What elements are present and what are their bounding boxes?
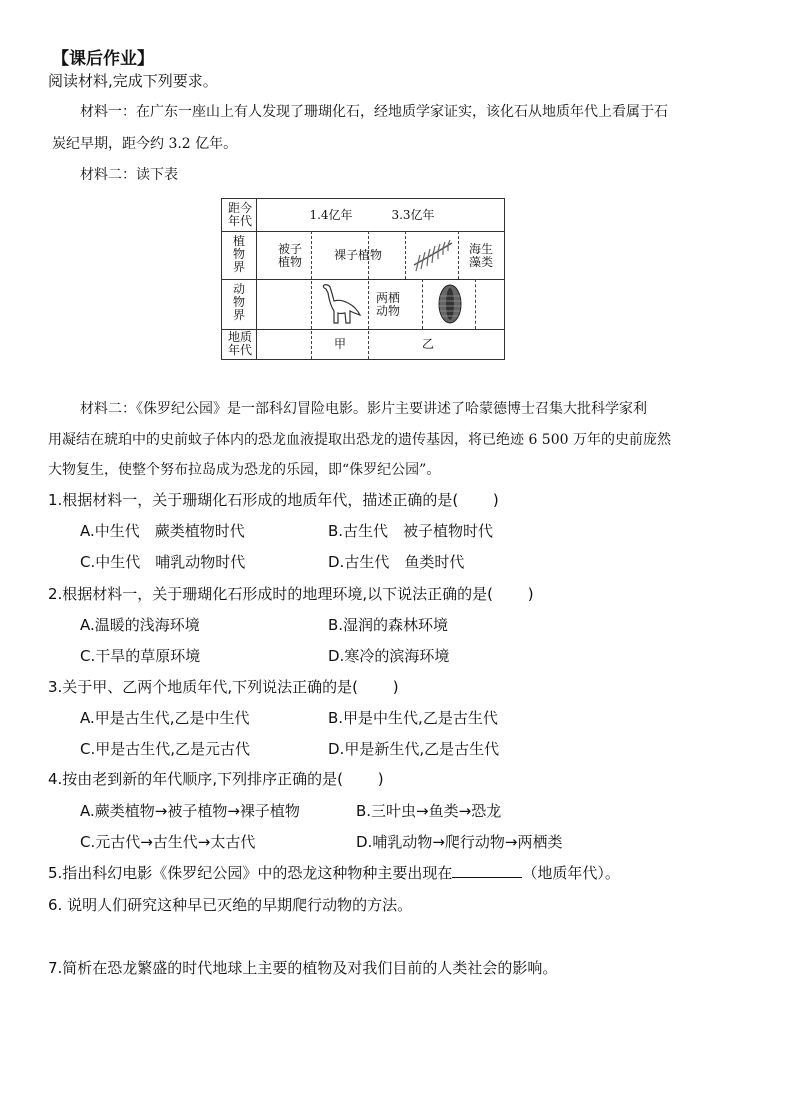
question-7: 7.简析在恐龙繁盛的时代地球上主要的植物及对我们目前的人类社会的影响。 bbox=[48, 959, 558, 977]
q2-option-b: B.湿润的森林环境 bbox=[328, 616, 449, 634]
q4-option-b: B.三叶虫→鱼类→恐龙 bbox=[356, 802, 502, 820]
plant-gymnosperm: 裸子植物 bbox=[333, 248, 382, 262]
q2-option-d: D.寒冷的滨海环境 bbox=[328, 647, 450, 665]
q4-option-c: C.元古代→古生代→太古代 bbox=[80, 833, 256, 851]
time-label-1-4: 1.4亿年 bbox=[309, 208, 353, 222]
animal-amphibian: 两栖 动物 bbox=[375, 291, 400, 318]
question-2: 2.根据材料一，关于珊瑚化石形成时的地理环境,以下说法正确的是( ) bbox=[48, 585, 534, 603]
material1-line1: 材料一：在广东一座山上有人发现了珊瑚化石，经地质学家证实，该化石从地质年代上看属于石 bbox=[80, 104, 668, 120]
question-3: 3.关于甲、乙两个地质年代,下列说法正确的是( ) bbox=[48, 678, 399, 696]
section-heading: 【课后作业】 bbox=[52, 49, 154, 69]
q3-option-b: B.甲是中生代,乙是古生代 bbox=[328, 709, 498, 727]
era-yi: 乙 bbox=[421, 337, 434, 351]
material3-line3: 大物复生，使整个努布拉岛成为恐龙的乐园，即“侏罗纪公园”。 bbox=[48, 462, 441, 478]
q4-option-a: A.蕨类植物→被子植物→裸子植物 bbox=[80, 802, 300, 820]
question-1: 1.根据材料一，关于珊瑚化石形成的地质年代，描述正确的是( ) bbox=[48, 491, 499, 509]
q5-text-before: 5.指出科幻电影《侏罗纪公园》中的恐龙这种物种主要出现在 bbox=[48, 864, 453, 882]
time-label-3-3: 3.3亿年 bbox=[391, 208, 435, 222]
q1-option-b: B.古生代 被子植物时代 bbox=[328, 522, 494, 540]
question-4: 4.按由老到新的年代顺序,下列排序正确的是( ) bbox=[48, 770, 384, 788]
q5-answer-blank[interactable] bbox=[452, 863, 522, 878]
intro-text: 阅读材料,完成下列要求。 bbox=[48, 72, 218, 90]
plant-angiosperm: 被子 植物 bbox=[277, 242, 302, 269]
era-jia: 甲 bbox=[333, 337, 346, 351]
question-5 bbox=[48, 862, 620, 883]
q1-option-a: A.中生代 蕨类植物时代 bbox=[80, 522, 245, 540]
q1-option-c: C.中生代 哺乳动物时代 bbox=[80, 553, 246, 571]
q3-option-d: D.甲是新生代,乙是古生代 bbox=[328, 740, 500, 758]
row-header-time: 距今 年代 bbox=[227, 201, 252, 228]
q2-option-a: A.温暖的浅海环境 bbox=[80, 616, 200, 634]
plant-marine-algae: 海生 藻类 bbox=[468, 242, 493, 269]
dinosaur-icon bbox=[318, 283, 364, 327]
q4-option-d: D.哺乳动物→爬行动物→两栖类 bbox=[356, 833, 563, 851]
trilobite-icon bbox=[434, 282, 466, 326]
q2-option-c: C.干旱的草原环境 bbox=[80, 647, 201, 665]
row-header-era: 地质 年代 bbox=[227, 330, 252, 357]
material1-line2: 炭纪早期，距今约 3.2 亿年。 bbox=[52, 136, 238, 152]
row-header-animals: 动 物 界 bbox=[232, 282, 245, 322]
q3-option-c: C.甲是古生代,乙是元古代 bbox=[80, 740, 251, 758]
material3-line1: 材料二：《侏罗纪公园》是一部科幻冒险电影。影片主要讲述了哈蒙德博士召集大批科学家利 bbox=[80, 401, 647, 417]
q3-option-a: A.甲是古生代,乙是中生代 bbox=[80, 709, 250, 727]
q1-option-d: D.古生代 鱼类时代 bbox=[328, 553, 465, 571]
fern-icon bbox=[410, 235, 456, 275]
q5-text-after: （地质年代）。 bbox=[522, 864, 620, 882]
material3-line2: 用凝结在琥珀中的史前蚊子体内的恐龙血液提取出恐龙的遗传基因，将已绝迹 6 500 万年的史前庞然 bbox=[48, 432, 671, 448]
question-6: 6. 说明人们研究这种早已灭绝的早期爬行动物的方法。 bbox=[48, 896, 413, 914]
row-header-plants: 植 物 界 bbox=[232, 234, 245, 274]
material2-label: 材料二：读下表 bbox=[80, 167, 178, 183]
geologic-table bbox=[221, 198, 505, 360]
